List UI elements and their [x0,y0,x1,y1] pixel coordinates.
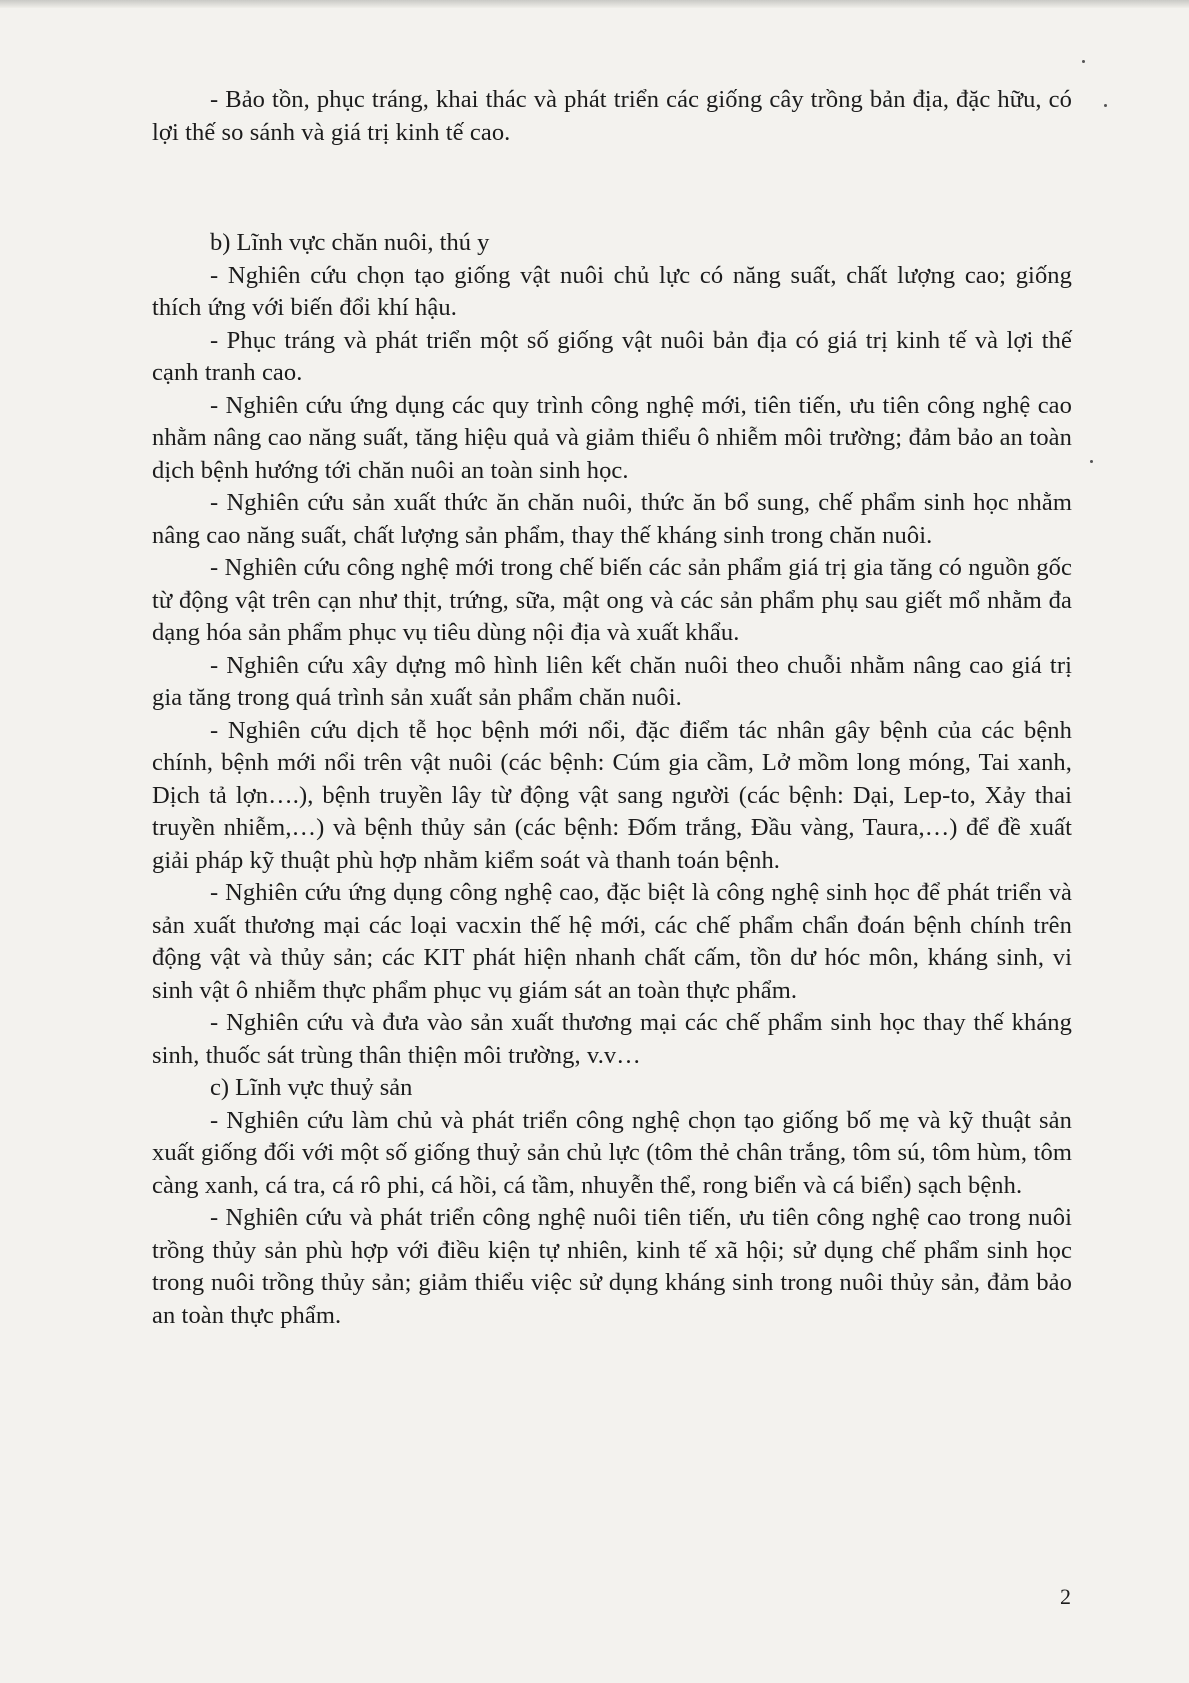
page-number: 2 [1060,1584,1071,1609]
paragraph-processing: - Nghiên cứu công nghệ mới trong chế biến các sản phẩm giá trị gia tăng có nguồn gốc từ động vật trên cạn như thịt, trứng, sữa, mật ong và các sản phẩm phụ sau giết mổ nhằm đa dạng hóa sản phẩm phục vụ tiêu dùng nội địa và xuất khẩu. [152,554,1072,646]
paragraph-aquaculture-breeding: - Nghiên cứu làm chủ và phát triển công nghệ chọn tạo giống bố mẹ và kỹ thuật sản xuất giống đối với một số giống thuỷ sản chủ lực (tôm thẻ chân trắng, tôm sú, tôm hùm, tôm càng xanh, cá tra, cá rô phi, cá hồi, cá tầm, nhuyễn thể, rong biển và cá biển) sạch bệnh. [152,1106,1072,1199]
scan-speck [1104,104,1107,107]
scan-speck [1082,60,1085,63]
scan-speck [1090,460,1093,463]
section-heading-livestock: b) Lĩnh vực chăn nuôi, thú y [210,229,490,256]
paragraph-native-crops: - Bảo tồn, phục tráng, khai thác và phát triển các giống cây trồng bản địa, đặc hữu, có lợi thế so sánh và giá trị kinh tế cao. [152,86,1072,146]
paragraph-epidemiology: - Nghiên cứu dịch tễ học bệnh mới nổi, đặc điểm tác nhân gây bệnh của các bệnh chính, bệnh mới nổi trên vật nuôi (các bệnh: Cúm gia cầm, Lở mồm long móng, Tai xanh, Dịch tả lợn….), bệnh truyền lây từ động vật sang người (các bệnh: Dại, Lep-to, Xảy thai truyền nhiễm,…) và bệnh thủy sản (các bệnh: Đốm trắng, Đầu vàng, Taura,…) để đề xuất giải pháp kỹ thuật phù hợp nhằm kiểm soát và thanh toán bệnh. [152,716,1072,874]
paragraph-bio-products: - Nghiên cứu và đưa vào sản xuất thương mại các chế phẩm sinh học thay thế kháng sinh, thuốc sát trùng thân thiện môi trường, v.v… [152,1009,1072,1069]
paragraph-value-chain: - Nghiên cứu xây dựng mô hình liên kết chăn nuôi theo chuỗi nhằm nâng cao giá trị gia tăng trong quá trình sản xuất sản phẩm chăn nuôi. [152,651,1072,711]
paragraph-livestock-breeding: - Nghiên cứu chọn tạo giống vật nuôi chủ lực có năng suất, chất lượng cao; giống thích ứng với biến đổi khí hậu. [152,261,1072,321]
section-heading-aquaculture: c) Lĩnh vực thuỷ sản [210,1074,413,1101]
paragraph-native-livestock: - Phục tráng và phát triển một số giống vật nuôi bản địa có giá trị kinh tế và lợi thế cạnh tranh cao. [152,326,1072,386]
paragraph-animal-feed: - Nghiên cứu sản xuất thức ăn chăn nuôi, thức ăn bổ sung, chế phẩm sinh học nhằm nâng cao năng suất, chất lượng sản phẩm, thay thế kháng sinh trong chăn nuôi. [152,489,1072,549]
paragraph-aquaculture-technology: - Nghiên cứu và phát triển công nghệ nuôi tiên tiến, ưu tiên công nghệ cao trong nuôi trồng thủy sản phù hợp với điều kiện tự nhiên, kinh tế xã hội; sử dụng chế phẩm sinh học trong nuôi trồng thủy sản; giảm thiểu việc sử dụng kháng sinh trong nuôi thủy sản, đảm bảo an toàn thực phẩm. [152,1204,1072,1329]
scan-top-edge [0,0,1189,8]
paragraph-biotech-vaccines: - Nghiên cứu ứng dụng công nghệ cao, đặc biệt là công nghệ sinh học để phát triển và sản xuất thương mại các loại vacxin thế hệ mới, các chế phẩm chẩn đoán bệnh chính trên động vật và thủy sản; các KIT phát hiện nhanh chất cấm, tồn dư hóc môn, kháng sinh, vi sinh vật ô nhiễm thực phẩm phục vụ giám sát an toàn thực phẩm. [152,879,1072,1004]
paragraph-new-technology: - Nghiên cứu ứng dụng các quy trình công nghệ mới, tiên tiến, ưu tiên công nghệ cao nhằm nâng cao năng suất, tăng hiệu quả và giảm thiểu ô nhiễm môi trường; đảm bảo an toàn dịch bệnh hướng tới chăn nuôi an toàn sinh học. [152,391,1072,484]
page-content [152,84,1072,1332]
